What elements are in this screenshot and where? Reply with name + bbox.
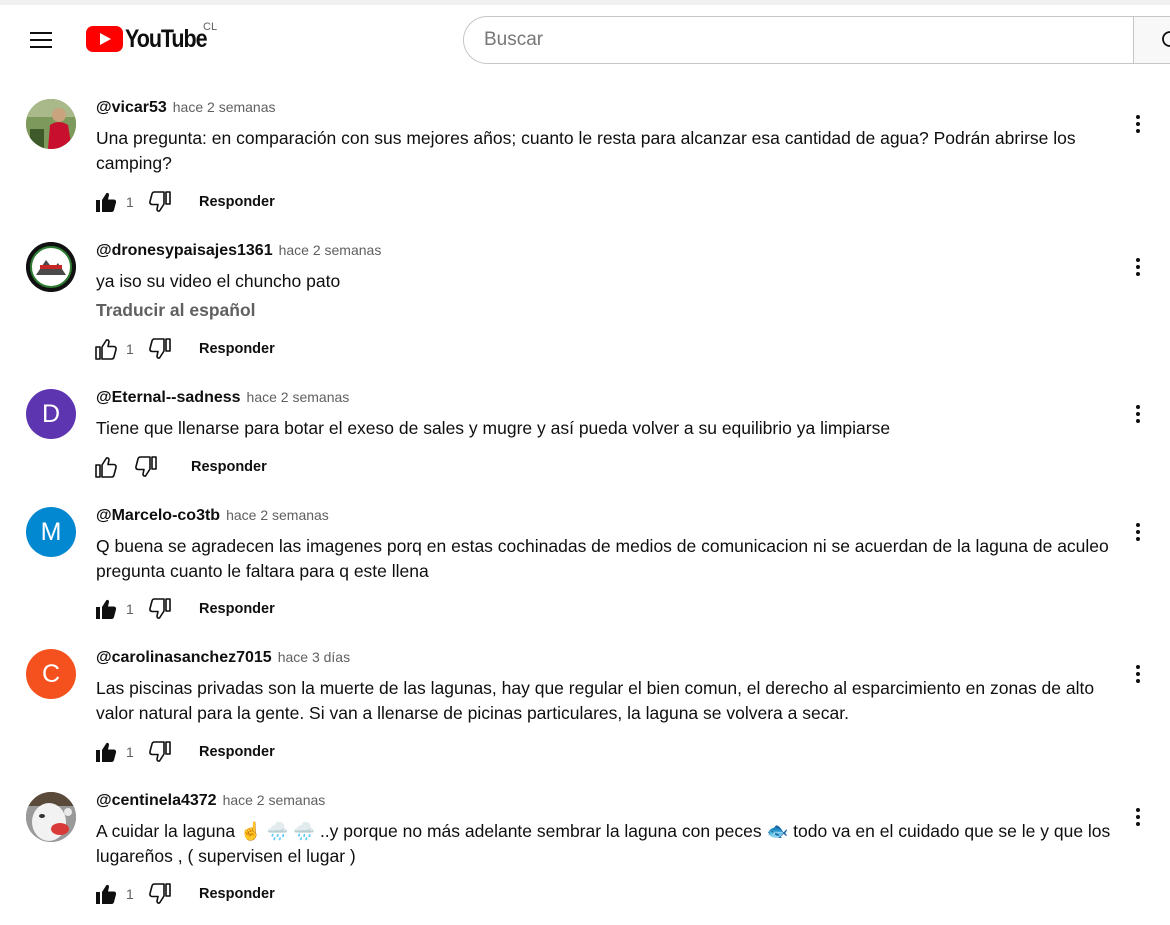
more-vertical-icon bbox=[1126, 662, 1150, 686]
thumbs-down-icon bbox=[148, 740, 172, 764]
like-button[interactable] bbox=[92, 880, 120, 908]
comment-meta bbox=[96, 792, 325, 812]
comment-actions bbox=[92, 187, 275, 217]
more-actions-button[interactable] bbox=[1126, 402, 1150, 426]
translate-link[interactable]: Traducir al español bbox=[96, 300, 256, 320]
comment-time[interactable]: hace 3 días bbox=[277, 649, 351, 665]
comment-time[interactable]: hace 2 semanas bbox=[278, 242, 382, 258]
reply-button[interactable]: Responder bbox=[199, 744, 275, 760]
comment-time[interactable]: hace 2 semanas bbox=[226, 507, 329, 523]
dislike-button[interactable] bbox=[146, 188, 174, 216]
white-dog-photo-icon bbox=[26, 792, 76, 842]
like-button[interactable] bbox=[92, 188, 120, 216]
like-count: 1 bbox=[126, 886, 134, 902]
comment-text: Tiene que llenarse para botar el exeso de sales y mugre y así pueda volver a su equilibrio ya limpiarse bbox=[96, 418, 891, 438]
avatar-letter: D bbox=[41, 399, 61, 428]
comment-actions bbox=[92, 594, 275, 624]
user-photo-icon bbox=[26, 99, 76, 149]
comment-meta bbox=[96, 99, 276, 119]
country-code: CL bbox=[203, 21, 218, 33]
search-input[interactable] bbox=[484, 17, 1104, 63]
menu-button[interactable] bbox=[22, 21, 60, 59]
comment-text: Q buena se agradecen las imagenes porq en estas cochinadas de medios de comunicacion ni se acuerdan de la laguna de aculeo pregunta cuanto le faltara para q este llena bbox=[96, 536, 1109, 581]
dislike-button[interactable] bbox=[146, 335, 174, 363]
comment-meta bbox=[96, 242, 381, 262]
thumbs-up-filled-icon bbox=[94, 190, 118, 214]
comment-author[interactable]: @centinela4372 bbox=[96, 792, 217, 809]
dislike-button[interactable] bbox=[132, 453, 160, 481]
thumbs-down-icon bbox=[134, 455, 158, 479]
thumbs-up-icon bbox=[94, 455, 118, 479]
thumbs-down-icon bbox=[148, 597, 172, 621]
comment-actions bbox=[92, 334, 275, 364]
like-button[interactable] bbox=[92, 738, 120, 766]
thumbs-down-icon bbox=[148, 882, 172, 906]
thumbs-down-icon bbox=[148, 190, 172, 214]
dislike-button[interactable] bbox=[146, 738, 174, 766]
youtube-logo[interactable] bbox=[86, 24, 220, 54]
comment-meta bbox=[96, 389, 349, 409]
more-actions-button[interactable] bbox=[1126, 520, 1150, 544]
thumbs-up-filled-icon bbox=[94, 740, 118, 764]
more-vertical-icon bbox=[1126, 255, 1150, 279]
more-actions-button[interactable] bbox=[1126, 112, 1150, 136]
comment-meta bbox=[96, 507, 329, 527]
thumbs-down-icon bbox=[148, 337, 172, 361]
comment-author[interactable]: @vicar53 bbox=[96, 99, 167, 116]
reply-button[interactable]: Responder bbox=[191, 459, 267, 475]
like-count: 1 bbox=[126, 744, 134, 760]
comment-time[interactable]: hace 2 semanas bbox=[246, 389, 350, 405]
avatar[interactable] bbox=[26, 649, 76, 699]
more-vertical-icon bbox=[1126, 520, 1150, 544]
comment-actions bbox=[92, 879, 275, 909]
comment-actions bbox=[92, 737, 275, 767]
comment-actions bbox=[92, 452, 267, 482]
more-actions-button[interactable] bbox=[1126, 805, 1150, 829]
reply-button[interactable]: Responder bbox=[199, 601, 275, 617]
dislike-button[interactable] bbox=[146, 595, 174, 623]
avatar[interactable] bbox=[26, 389, 76, 439]
reply-button[interactable]: Responder bbox=[199, 194, 275, 210]
search-box bbox=[463, 16, 1135, 64]
comment-time[interactable]: hace 2 semanas bbox=[172, 99, 276, 115]
comment-author[interactable]: @Eternal--sadness bbox=[96, 389, 241, 406]
more-vertical-icon bbox=[1126, 805, 1150, 829]
avatar[interactable] bbox=[26, 507, 76, 557]
comment-time[interactable]: hace 2 semanas bbox=[222, 792, 326, 808]
comment-author[interactable]: @Marcelo-co3tb bbox=[96, 507, 221, 524]
reply-button[interactable]: Responder bbox=[199, 341, 275, 357]
avatar[interactable] bbox=[26, 242, 76, 292]
search-icon bbox=[1160, 29, 1170, 53]
comment-meta bbox=[96, 649, 350, 669]
like-count: 1 bbox=[126, 194, 134, 210]
like-count: 1 bbox=[126, 341, 134, 357]
comment-author[interactable]: @dronesypaisajes1361 bbox=[96, 242, 273, 259]
like-button[interactable] bbox=[92, 595, 120, 623]
comment-text: Las piscinas privadas son la muerte de las lagunas, hay que regular el bien comun, el derecho al esparcimiento en zonas de alto valor natural para la gente. Si van a llenarse de picinas particulares, la laguna se volvera a secar. bbox=[96, 678, 1095, 723]
avatar-letter: C bbox=[41, 659, 61, 688]
comment-text: Una pregunta: en comparación con sus mejores años; cuanto le resta para alcanzar esa cantidad de agua? Podrán abrirse los camping? bbox=[96, 128, 1076, 173]
comment-text: A cuidar la laguna ☝️ 🌧️ 🌧️ ..y porque no más adelante sembrar la laguna con peces 🐟 todo va en el cuidado que se le y que los lugareños , ( supervisen el lugar ) bbox=[96, 821, 1111, 866]
drone-logo-icon bbox=[26, 242, 76, 292]
reply-button[interactable]: Responder bbox=[199, 886, 275, 902]
more-actions-button[interactable] bbox=[1126, 662, 1150, 686]
like-count: 1 bbox=[126, 601, 134, 617]
thumbs-up-icon bbox=[94, 337, 118, 361]
more-vertical-icon bbox=[1126, 402, 1150, 426]
thumbs-up-filled-icon bbox=[94, 882, 118, 906]
more-actions-button[interactable] bbox=[1126, 255, 1150, 279]
comment-text: ya iso su video el chuncho pato bbox=[96, 271, 341, 291]
dislike-button[interactable] bbox=[146, 880, 174, 908]
comment-author[interactable]: @carolinasanchez7015 bbox=[96, 649, 272, 666]
avatar[interactable] bbox=[26, 792, 76, 842]
avatar[interactable] bbox=[26, 99, 76, 149]
hamburger-icon bbox=[29, 28, 53, 52]
masthead bbox=[0, 5, 1170, 75]
youtube-play-icon bbox=[86, 26, 123, 52]
thumbs-up-filled-icon bbox=[94, 597, 118, 621]
logo-wordmark: YouTube bbox=[125, 24, 207, 53]
more-vertical-icon bbox=[1126, 112, 1150, 136]
search-button[interactable] bbox=[1133, 16, 1170, 64]
avatar-letter: M bbox=[40, 517, 62, 546]
like-button[interactable] bbox=[92, 453, 120, 481]
like-button[interactable] bbox=[92, 335, 120, 363]
